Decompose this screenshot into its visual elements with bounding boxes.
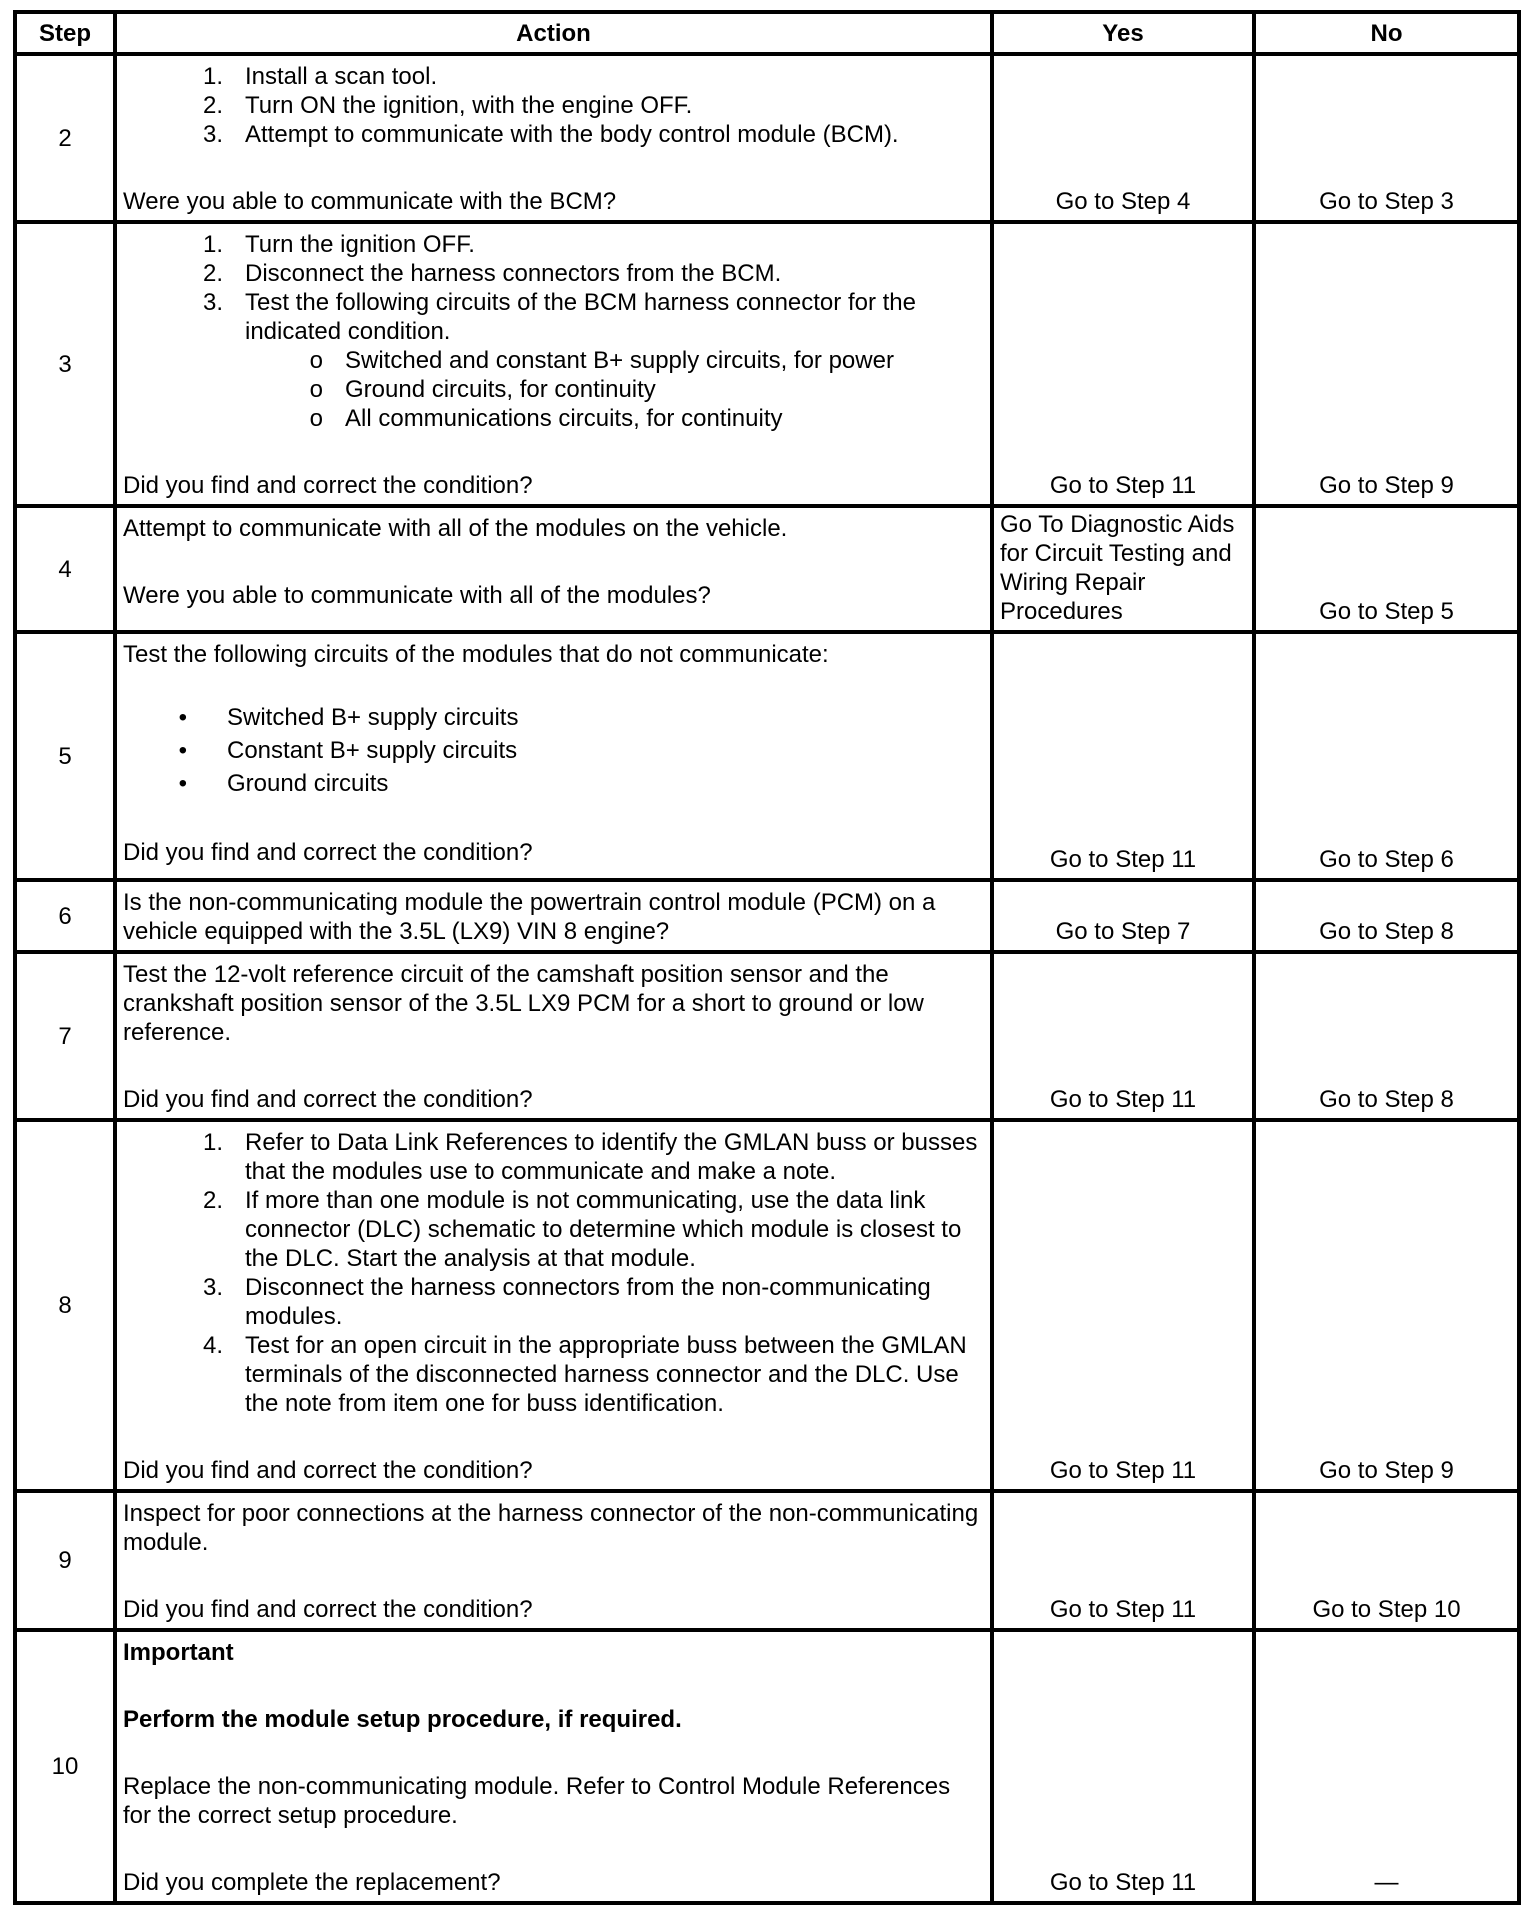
bullet-item: • Constant B+ supply circuits bbox=[178, 737, 518, 764]
question-text: Were you able to communicate with the BCM? bbox=[123, 188, 617, 215]
step-number: 7 bbox=[15, 952, 115, 1120]
action-text: Replace the non-communicating module. Refer to Control Module References for the correct setup procedure. bbox=[123, 1773, 951, 1829]
action-cell bbox=[115, 632, 992, 880]
table-row bbox=[15, 1630, 1519, 1903]
step-number: 4 bbox=[15, 506, 115, 632]
action-text: Is the non-communicating module the powertrain control module (PCM) on a vehicle equipped with the 3.5L (LX9) VIN 8 engine? bbox=[123, 889, 936, 945]
table-row bbox=[15, 506, 1519, 632]
table-row bbox=[15, 54, 1519, 222]
action-cell bbox=[115, 880, 992, 952]
yes-cell: Go to Step 4 bbox=[992, 54, 1254, 222]
list-item: 3. Test the following circuits of the BCM harness connector for the indicated condition. bbox=[202, 289, 916, 345]
table-row bbox=[15, 952, 1519, 1120]
list-item: 2. If more than one module is not communicating, use the data link connector (DLC) schematic to determine which module is closest to the DLC. Start the analysis at that module. bbox=[202, 1187, 962, 1272]
yes-cell: Go to Step 11 bbox=[992, 222, 1254, 506]
table-row bbox=[15, 1491, 1519, 1630]
no-cell: Go to Step 9 bbox=[1254, 1120, 1519, 1491]
question-text: Were you able to communicate with all of the modules? bbox=[123, 582, 711, 609]
header-yes: Yes bbox=[992, 12, 1254, 54]
list-item: 1. Refer to Data Link References to identify the GMLAN buss or busses that the modules use to communicate and make a note. bbox=[202, 1129, 978, 1185]
no-cell: Go to Step 10 bbox=[1254, 1491, 1519, 1630]
action-text: Test the following circuits of the modules that do not communicate: bbox=[123, 641, 829, 668]
yes-cell: Go to Step 11 bbox=[992, 1491, 1254, 1630]
sub-list-item: o All communications circuits, for continuity bbox=[309, 405, 783, 432]
action-text: Inspect for poor connections at the harness connector of the non-communicating module. bbox=[123, 1500, 979, 1556]
step-number: 2 bbox=[15, 54, 115, 222]
action-cell bbox=[115, 222, 992, 506]
important-note: Perform the module setup procedure, if required. bbox=[123, 1706, 682, 1733]
header-row bbox=[15, 12, 1519, 54]
table-row bbox=[15, 632, 1519, 880]
sub-list-item: o Ground circuits, for continuity bbox=[309, 376, 656, 403]
question-text: Did you find and correct the condition? bbox=[123, 839, 533, 866]
yes-cell: Go to Step 7 bbox=[992, 880, 1254, 952]
list-item: 1. Turn the ignition OFF. bbox=[202, 231, 475, 258]
header-action: Action bbox=[115, 12, 992, 54]
bullet-item: • Ground circuits bbox=[178, 770, 389, 797]
bullet-item: • Switched B+ supply circuits bbox=[178, 704, 519, 731]
question-text: Did you find and correct the condition? bbox=[123, 1457, 533, 1484]
step-number: 6 bbox=[15, 880, 115, 952]
yes-cell: Go to Step 11 bbox=[992, 1630, 1254, 1903]
step-number: 10 bbox=[15, 1630, 115, 1903]
list-item: 1. Install a scan tool. bbox=[202, 63, 438, 90]
header-step: Step bbox=[15, 12, 115, 54]
step-number: 5 bbox=[15, 632, 115, 880]
yes-cell: Go To Diagnostic Aids for Circuit Testing and Wiring Repair Procedures bbox=[992, 506, 1254, 632]
no-cell: Go to Step 3 bbox=[1254, 54, 1519, 222]
important-label: Important bbox=[123, 1639, 234, 1666]
list-item: 2. Disconnect the harness connectors from the BCM. bbox=[202, 260, 782, 287]
action-cell bbox=[115, 506, 992, 632]
table-row bbox=[15, 222, 1519, 506]
yes-cell: Go to Step 11 bbox=[992, 952, 1254, 1120]
question-text: Did you find and correct the condition? bbox=[123, 1086, 533, 1113]
question-text: Did you find and correct the condition? bbox=[123, 472, 533, 499]
step-number: 9 bbox=[15, 1491, 115, 1630]
list-item: 3. Disconnect the harness connectors from the non-communicating modules. bbox=[202, 1274, 931, 1330]
sub-list-item: o Switched and constant B+ supply circuits, for power bbox=[309, 347, 894, 374]
action-cell bbox=[115, 54, 992, 222]
list-item: 4. Test for an open circuit in the appropriate buss between the GMLAN terminals of the disconnected harness connector and the DLC. Use the note from item one for buss identification. bbox=[202, 1332, 967, 1417]
table-row bbox=[15, 1120, 1519, 1491]
no-cell: Go to Step 5 bbox=[1254, 506, 1519, 632]
list-item: 3. Attempt to communicate with the body control module (BCM). bbox=[202, 121, 899, 148]
no-cell: Go to Step 8 bbox=[1254, 952, 1519, 1120]
action-cell bbox=[115, 1630, 992, 1903]
no-cell: Go to Step 6 bbox=[1254, 632, 1519, 880]
yes-cell: Go to Step 11 bbox=[992, 1120, 1254, 1491]
list-item: 2. Turn ON the ignition, with the engine OFF. bbox=[202, 92, 693, 119]
no-cell: Go to Step 8 bbox=[1254, 880, 1519, 952]
action-text: Test the 12-volt reference circuit of the camshaft position sensor and the crankshaft position sensor of the 3.5L LX9 PCM for a short to ground or low reference. bbox=[123, 961, 924, 1046]
action-cell bbox=[115, 1491, 992, 1630]
step-number: 3 bbox=[15, 222, 115, 506]
no-cell: — bbox=[1254, 1630, 1519, 1903]
yes-cell: Go to Step 11 bbox=[992, 632, 1254, 880]
action-cell bbox=[115, 952, 992, 1120]
table-row bbox=[15, 880, 1519, 952]
diagnostic-table bbox=[13, 10, 1521, 1905]
question-text: Did you find and correct the condition? bbox=[123, 1596, 533, 1623]
step-number: 8 bbox=[15, 1120, 115, 1491]
no-cell: Go to Step 9 bbox=[1254, 222, 1519, 506]
action-cell bbox=[115, 1120, 992, 1491]
header-no: No bbox=[1254, 12, 1519, 54]
action-text: Attempt to communicate with all of the modules on the vehicle. bbox=[123, 515, 788, 542]
question-text: Did you complete the replacement? bbox=[123, 1869, 501, 1896]
